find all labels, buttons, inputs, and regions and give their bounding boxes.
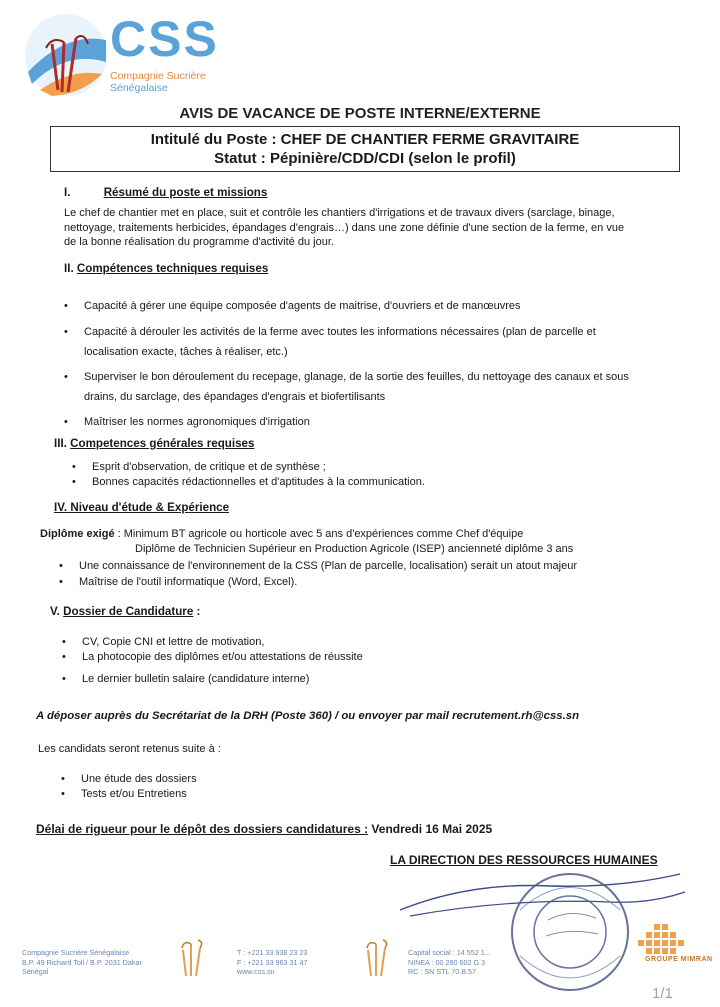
technical-skills-list <box>84 296 704 432</box>
job-title-box <box>50 126 680 172</box>
diploma-requirement: Diplôme exigé : Minimum BT agricole ou horticole avec 5 ans d'expériences comme Chef d'équipe Diplôme de Technicien Supérieur en Production Agricole (ISEP) ancienneté diplôme 3 ans <box>40 528 574 555</box>
list-item: • Maîtrise de l'outil informatique (Word, Excel). <box>79 575 709 591</box>
list-item: • Superviser le bon déroulement du recepage, glanage, de la sortie des feuilles, du nettoyage des canaux et sous drains, du sarclage, des épandages d'engrais et biofertilisants <box>84 367 704 407</box>
company-stamp-icon <box>500 870 645 1000</box>
footer-address: Compagnie Sucrière Sénégalaise B.P. 49 Richard Toll / B.P. 2031 Dakar Sénégal <box>22 948 142 976</box>
selection-intro: Les candidats seront retenus suite à : <box>38 743 221 755</box>
list-item: • Capacité à gérer une équipe composée d'agents de maitrise, d'ouvriers et de manœuvres <box>84 296 704 316</box>
list-item: • Une connaissance de l'environnement de la CSS (Plan de parcelle, localisation) serait un atout majeur <box>79 559 709 575</box>
sugarcane-footer-icon-2 <box>363 938 389 978</box>
notice-title: AVIS DE VACANCE DE POSTE INTERNE/EXTERNE <box>179 105 541 122</box>
experience-list <box>79 559 709 590</box>
list-item: • La photocopie des diplômes et/ou attestations de réussite <box>82 650 682 665</box>
sugarcane-logo-icon <box>22 12 110 98</box>
section-3-heading: III. Competences générales requises <box>54 437 255 450</box>
general-skills-list <box>92 460 692 489</box>
company-logo <box>22 10 232 100</box>
logo-acronym: CSS <box>110 11 219 67</box>
selection-steps-list <box>81 772 481 802</box>
list-item: • Tests et/ou Entretiens <box>81 787 481 802</box>
section-4-heading: IV. Niveau d'étude & Expérience <box>54 501 230 514</box>
list-item: • Une étude des dossiers <box>81 772 481 787</box>
group-name: GROUPE MIMRAN <box>645 956 713 963</box>
list-item: • Maîtriser les normes agronomiques d'irrigation <box>84 412 704 432</box>
footer-legal: Capital social : 14 552 1... NINEA : 00 280 602 G 3 RC : SN STL 70.B.57 <box>408 948 491 976</box>
hr-direction-signature-line: LA DIRECTION DES RESSOURCES HUMAINES <box>390 853 658 867</box>
deposit-instructions: A déposer auprès du Secrétariat de la DRH (Poste 360) / ou envoyer par mail recrutement.rh@css.sn <box>36 710 580 722</box>
application-documents-list <box>82 635 682 687</box>
page-number: 1/1 <box>652 985 673 1002</box>
logo-company-name: Compagnie Sucrière Sénégalaise <box>110 70 206 94</box>
section-2-heading: II. Compétences techniques requises <box>64 262 269 275</box>
job-title: Intitulé du Poste : CHEF DE CHANTIER FERME GRAVITAIRE <box>150 131 580 148</box>
list-item: • Bonnes capacités rédactionnelles et d'aptitudes à la communication. <box>92 475 692 490</box>
footer-contact: T : +221 33 938 23 23 F : +221 33 963 31 47 www.css.sn <box>237 948 308 976</box>
section-1-text: Le chef de chantier met en place, suit et contrôle les chantiers d'irrigations et de travaux divers (sarclage, binage, nettoyage, traitements herbicides, épandages d'engrais…) dans une zone définie d'une section de la ferme, en vue de la bonne réalisation du programme d'activité du jour. <box>64 207 625 248</box>
list-item: • Capacité à dérouler les activités de la ferme avec toutes les informations nécessaires (plan de parcelle et localisation exacte, tâches à réaliser, etc.) <box>84 322 704 362</box>
section-5-heading: V. Dossier de Candidature : <box>50 605 201 618</box>
deadline: Délai de rigueur pour le dépôt des dossiers candidatures : Vendredi 16 Mai 2025 <box>36 822 493 836</box>
section-1-heading: I. Résumé du poste et missions <box>64 186 268 199</box>
list-item: • CV, Copie CNI et lettre de motivation, <box>82 635 682 650</box>
list-item: • Le dernier bulletin salaire (candidature interne) <box>82 672 682 687</box>
job-status: Statut : Pépinière/CDD/CDI (selon le profil) <box>214 150 516 167</box>
sugarcane-footer-icon <box>178 938 204 978</box>
list-item: • Esprit d'observation, de critique et de synthèse ; <box>92 460 692 475</box>
